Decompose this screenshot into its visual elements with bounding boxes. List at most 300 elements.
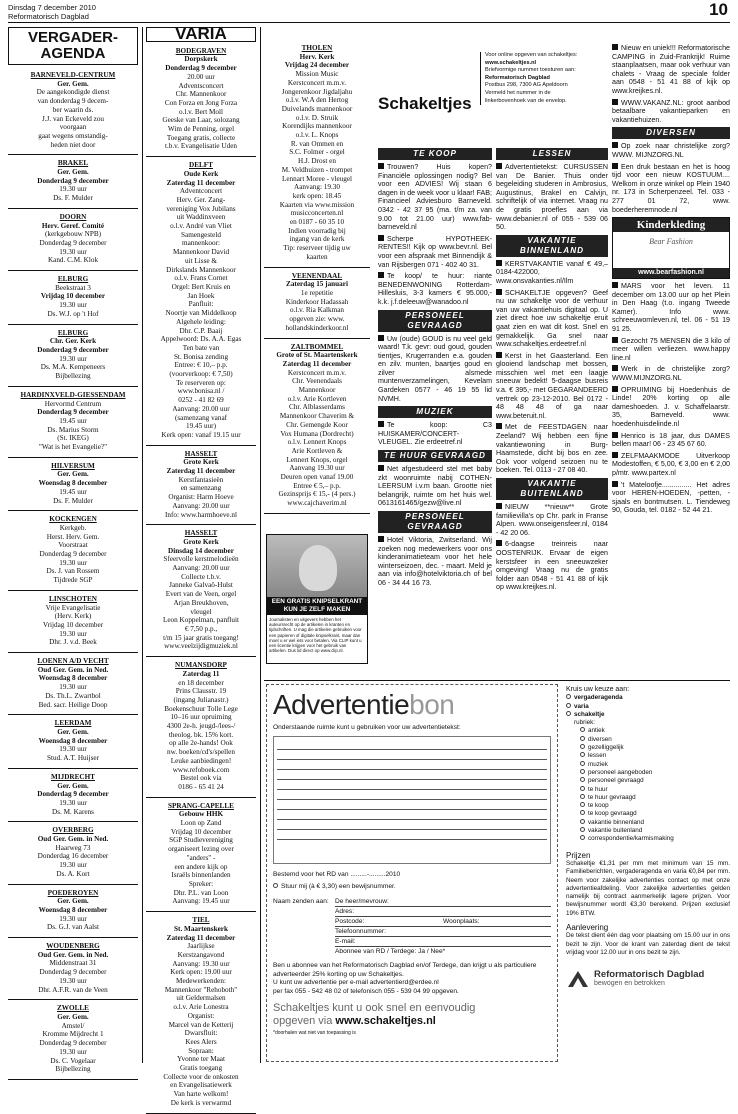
varia-entries <box>146 47 256 1114</box>
bullet-icon <box>378 272 384 278</box>
ad-item: NIEUW **nieuw** Grote familievilla's op Chr. park in Franse Alpen. www.onseigensfeer.nl, 0184 - 42 20 06. <box>496 503 608 537</box>
entry-line: SGP Studievereniging <box>169 836 233 845</box>
entry-line: Noortje van Middelkoop <box>165 309 237 318</box>
entry-separator <box>146 797 256 798</box>
entry-line: Dinsdag 14 december <box>168 546 234 555</box>
bullet-icon <box>612 432 618 438</box>
entry-separator <box>264 338 370 339</box>
ad-item: MARS voor het leven. 11 december om 13.00 uur op het Plein in Den Haag (t.o. ingang Tweede Kamer). Info www. schreeuwomleven.nl, tel. 06 - 51 19 91 25. <box>612 282 730 334</box>
radio-icon[interactable] <box>273 883 278 888</box>
entry-place: LINSCHOTEN <box>49 594 97 603</box>
entry-line: Zaterdag 15 januari <box>286 280 348 289</box>
entry-place: SPRANG-CAPELLE <box>168 801 234 810</box>
radio-icon[interactable] <box>580 769 585 774</box>
option-label: te koop <box>588 802 609 810</box>
entry-line: uit Lisse & <box>185 256 217 265</box>
schakeltjes-column-b <box>496 148 608 678</box>
agenda-entry <box>8 595 138 647</box>
option-personeel-aangeboden[interactable] <box>580 769 730 777</box>
option-personeel-gevraagd[interactable] <box>580 777 730 785</box>
agenda-entry <box>146 47 256 151</box>
entry-place: HASSELT <box>184 529 218 538</box>
entry-line: Jaarlijkse <box>187 942 215 951</box>
entry-line: (samenzang vanaf <box>174 413 228 422</box>
bullet-icon <box>378 536 384 542</box>
entry-line: opgeven zie: www. <box>289 315 345 324</box>
entry-line: kerk open: 18.45 <box>292 191 342 200</box>
category-diversen: DIVERSEN <box>612 127 730 139</box>
entry-line: Jongerenkoor Jigdaljahu <box>281 87 353 96</box>
bullet-icon <box>496 423 502 429</box>
category-te-huur: TE HUUR GEVRAAGD <box>378 450 492 462</box>
radio-icon[interactable] <box>580 744 585 749</box>
entry-line: en 18 december <box>178 678 224 687</box>
entry-place: VEENENDAAL <box>291 271 343 280</box>
radio-icon[interactable] <box>580 819 585 824</box>
agenda-entry <box>8 275 138 319</box>
entry-line: 0252 - 41 82 69 <box>178 396 224 405</box>
ad-item: ZELFMAAKMODE Uitverkoop Modestoffen, € 5,00, € 3,00 en € 2,00 p/mtr. www.partex.nl <box>612 451 730 477</box>
entry-separator <box>146 911 256 912</box>
entry-line: Marcel van de Ketterij <box>168 1020 234 1029</box>
form-intro: Onderstaande ruimte kunt u gebruiken voor uw advertentietekst: <box>273 724 461 731</box>
entry-line: Appelwoord: Ds. A.A. Egas <box>160 335 242 344</box>
entry-separator <box>8 324 138 325</box>
option-label: vakantie buitenland <box>588 827 643 835</box>
schakeltjes-column-c <box>612 44 730 678</box>
option-label: diversen <box>588 735 612 743</box>
entry-line: Arjan Breukhoven, <box>173 598 229 607</box>
entry-line: Grote Kerk <box>183 458 219 467</box>
entry-separator <box>264 513 370 514</box>
entry-line: 19.30 uur <box>59 185 87 194</box>
option-te-huur-gevraagd[interactable] <box>580 794 730 802</box>
option-label: personeel gevraagd <box>588 777 644 785</box>
entry-line: Samengesteld <box>181 230 221 239</box>
entry-line: Leuke aanbiedingen! <box>170 756 232 765</box>
option-vergaderagenda[interactable] <box>566 694 730 702</box>
entry-separator <box>264 267 370 268</box>
bullet-icon <box>496 503 502 509</box>
date-field[interactable]: Bestemd voor het RD van .........-.........2010 <box>273 871 401 878</box>
bullet-icon <box>612 99 618 105</box>
options-title: Kruis uw keuze aan: <box>566 686 630 693</box>
entry-line: Gebouw HHK <box>178 810 224 819</box>
entry-line: Kerk open: vanaf 19.15 uur <box>161 430 241 439</box>
entry-place: BODEGRAVEN <box>175 46 227 55</box>
entry-place: OVERBERG <box>52 826 94 835</box>
entry-line: Kerstconcert m.m.v. <box>287 78 347 87</box>
postcode-field[interactable]: Postcode: <box>335 918 365 926</box>
entry-line: Donderdag 9 december <box>37 176 109 185</box>
entry-place: POEDEROYEN <box>47 888 99 897</box>
ad-item: Trouwen? Huis kopen? Financiële oplossingen nodig? Bel voor een ADVIES! Wij staan 6 dagen in de week voor u klaar! FAB; Financieel Adviesburo Barneveld. 0342 - 42 37 95 (ma. t/m za. van 9.00 tot 21.00 uur) www.fab-barneveld.nl <box>378 163 492 232</box>
option-muziek[interactable] <box>580 761 730 769</box>
option-diversen[interactable] <box>580 736 730 744</box>
entry-line: t.b.v. Evangelisatie Uden <box>165 142 237 151</box>
agenda-entry <box>8 329 138 381</box>
entry-line: Dirkslands Mannenkoor <box>166 265 236 274</box>
entry-line: Ds. J. van Rossem <box>46 567 100 576</box>
radio-icon[interactable] <box>580 761 585 766</box>
entry-line: musicconcerten.nl <box>290 209 344 218</box>
info-line: Postbus 298, 7300 AG Apeldoorn <box>485 82 568 89</box>
entry-line: Gratis toegang <box>179 1064 223 1073</box>
footer-url[interactable]: www.schakeltjes.nl <box>335 1014 436 1027</box>
agenda-entry <box>8 462 138 506</box>
bullet-icon <box>612 282 618 288</box>
option-te-koop-gevraagd[interactable] <box>580 810 730 818</box>
option-label: te huur <box>588 785 608 793</box>
entry-place: HILVERSUM <box>51 461 95 470</box>
entry-line: Ds. G.J. van Aalst <box>47 923 99 932</box>
agenda-entry <box>8 515 138 585</box>
text-line[interactable] <box>277 750 547 760</box>
entry-line: t/m 15 jaar gratis toegang! <box>163 633 239 642</box>
agenda-entry <box>264 343 370 508</box>
text-line[interactable] <box>277 820 547 830</box>
portrait-photo <box>267 535 367 597</box>
agenda-heading: VERGADER-AGENDA <box>8 27 138 65</box>
option-gezelliggelijk[interactable] <box>580 744 730 752</box>
option-antiek[interactable] <box>580 727 730 735</box>
entry-line: Aanvang: 19.45 uur <box>172 897 230 906</box>
entry-line: Chr. Mannenkoor <box>175 90 227 99</box>
form-title-suffix: bon <box>409 689 455 720</box>
entry-line: Aanvang: 20.00 uur <box>172 501 230 510</box>
entry-line: Kerkgeb. <box>59 523 87 532</box>
entry-line: vereniging Vox Jubilans <box>166 204 236 213</box>
entry-line: Korendijks mannenkoor <box>282 122 352 131</box>
entry-line: Adventconcert <box>179 187 223 196</box>
entry-line: een andere kijk op <box>174 862 228 871</box>
entry-line: uit Waddinxveen <box>176 213 226 222</box>
bullet-icon <box>378 465 384 471</box>
bullet-icon <box>378 235 384 241</box>
city-field[interactable]: Woonplaats: <box>443 918 480 926</box>
entry-separator <box>8 386 138 387</box>
entry-line: Ds. Marius Storm <box>47 425 99 434</box>
option-varia[interactable] <box>566 703 730 711</box>
option-vakantie-binnenland[interactable] <box>580 819 730 827</box>
radio-icon[interactable] <box>580 794 585 799</box>
agenda-entry <box>264 44 370 262</box>
entry-line: gaat wegens omstandig- <box>38 131 108 140</box>
prices-title: Prijzen <box>566 850 591 860</box>
agenda-entry <box>8 657 138 709</box>
entry-line: Zaterdag 11 <box>182 669 220 678</box>
entry-line: (voorverkoop: € 7,50) <box>169 370 233 379</box>
ad-item: Werk in de christelijke zorg? WWW.MIJNZORG.NL <box>612 365 730 383</box>
postcode-row <box>335 917 551 927</box>
entry-line: Donderdag 16 december <box>37 852 109 861</box>
entry-place: WOUDENBERG <box>46 942 100 951</box>
entry-place: ELBURG <box>57 275 89 284</box>
entry-line: Ds. M.A. Kempeneers <box>40 363 106 372</box>
bullet-icon <box>612 386 618 392</box>
radio-icon[interactable] <box>580 786 585 791</box>
rd-logo-text: Reformatorisch Dagblad <box>594 969 705 981</box>
entry-line: Sopraan: <box>188 1046 214 1055</box>
entry-place: DELFT <box>189 161 213 170</box>
option-label: lessen <box>588 752 607 760</box>
newspaper-name: Reformatorisch Dagblad <box>8 12 89 21</box>
option-lessen[interactable] <box>580 752 730 760</box>
entry-line: Woensdag 8 december <box>38 674 108 683</box>
entry-line: € 7,50 p.p., <box>184 625 218 633</box>
radio-icon[interactable] <box>566 694 571 699</box>
entry-line: voorgaan <box>59 123 87 132</box>
entry-line: en samenzang <box>180 484 222 493</box>
info-url: www.schakeltjes.nl <box>485 59 537 66</box>
entry-line: Herv. Geref. Comité <box>41 221 105 230</box>
ad-item: 't Mateloofje............... Het adres voor HEREN-HOEDEN, -petten, -sjaals en bontmutsen. L. Tiendeweg 90, Gouda, tel. 0182 - 52 44 21. <box>612 480 730 515</box>
entry-line: Ger. Gem. <box>57 1012 89 1021</box>
info-line: Reformatorisch Dagblad <box>485 74 550 81</box>
entry-line: "anders" - <box>186 853 216 862</box>
header-date <box>8 3 96 21</box>
radio-icon[interactable] <box>580 752 585 757</box>
radio-icon[interactable] <box>580 736 585 741</box>
entry-line: heden niet door <box>50 140 96 149</box>
entry-line: Organist: <box>187 1011 215 1020</box>
bullet-icon <box>612 365 618 371</box>
entry-line: en Evangelisatiewerk <box>170 1081 232 1090</box>
ad-item: Advertentietekst: CURSUSSEN van De Banier. Thuis onder begeleiding studeren in Ambrosius, Augustinus, Brakel en Calvijn, schriftelijk of via internet. Vraag nu de gratis proefles aan via www.debanier.nl of 055 - 539 06 50. <box>496 163 608 232</box>
entry-line: Chr. Ger. Kerk <box>49 337 97 346</box>
entry-line: H.J. Drost en <box>298 157 336 166</box>
ad-item: Kerst in het Gaasterland. Een glooiend landschap met bossen, misschien wel met een laagje sneeuw bedekt! 5-daagse busreis v.a. € 395,- met GEGARANDEERD vertrek op 23-12-2010. Bel 0172 - 48 48 48 of ga naar www.beteruit.nl. <box>496 351 608 420</box>
entry-line: Aanvang 19.30 uur <box>289 464 345 473</box>
entry-line: o.l.v. Ria Kalkman <box>289 306 345 315</box>
entry-line: www.veelzijdigmuziek.nl <box>164 642 238 651</box>
option-schakeltje[interactable] <box>566 711 730 719</box>
option-label: correspondentie/karmismaking <box>588 835 674 843</box>
schakeltjes-column-a <box>378 148 492 678</box>
entry-line: S.C. Folmer - orgel <box>289 148 345 157</box>
agenda-entry <box>264 272 370 333</box>
radio-icon[interactable] <box>580 835 585 840</box>
entry-line: Stud. A.T. Huijser <box>47 754 99 763</box>
bullet-icon <box>612 337 618 343</box>
entry-line: Jan Hoek <box>187 291 215 300</box>
radio-icon[interactable] <box>580 777 585 782</box>
name-field[interactable]: De heer/mevrouw: <box>335 897 551 907</box>
prices-text: Schakeltje €1,31 per mm met minimum van 15 mm. Familieberichten, vergaderagenda en varia €0,84 per mm. Neem voor zakelijke advertenties contact op met onze advertentieafdeling. Voor zakelijke advertenties gelden namelijk bij contract aanmerkelijk lagere prijzen. Voor bewijsnummer wordt €3,30 berekend. Prijzen exclusief 19% BTW. <box>566 859 730 917</box>
entry-separator <box>8 510 138 511</box>
entry-line: 19.30 uur <box>59 247 87 256</box>
bullet-icon <box>378 335 384 341</box>
kinderkleding-ad <box>612 217 730 279</box>
entry-line: Boekenschuur Tolle Lege <box>164 704 238 713</box>
entry-line: (kerkgebouw NPB) <box>44 230 102 239</box>
entry-line: Loon op Zand <box>180 819 222 828</box>
email-field[interactable]: E-mail: <box>335 937 551 947</box>
entry-line: 1e repetitie <box>300 288 334 297</box>
option-label: te koop gevraagd <box>588 810 637 818</box>
entry-line: Spreker: <box>188 879 214 888</box>
radio-icon[interactable] <box>566 711 571 716</box>
entry-line: Aanvang: 19.30 <box>294 183 340 192</box>
entry-line: M. Veldhuizen - trompet <box>281 165 353 174</box>
entry-line: Zaterdag 11 december <box>166 467 236 476</box>
entry-separator <box>8 208 138 209</box>
discount-text: Ben u abonnee van het Reformatorisch Dagblad en/of Terdege, dan krijgt u als particuliere adverteerder 25% korting op uw Schakeltjes. <box>273 962 537 978</box>
option-te-koop[interactable] <box>580 802 730 810</box>
entry-line: R. van Ommen en <box>290 139 344 148</box>
entry-line: Kromme Mijdrecht 1 <box>42 1030 104 1039</box>
address-field[interactable]: Adres: <box>335 907 551 917</box>
proof-option[interactable]: Stuur mij (à € 3,30) een bewijsnummer. <box>273 882 551 891</box>
entry-separator <box>8 270 138 271</box>
entry-line: Te reserveren op: <box>176 378 226 387</box>
ad-item: KERSTVAKANTIE vanaf € 49,– 0184-422000, www.onsvakanties.nl/Ilm <box>496 259 608 285</box>
radio-icon[interactable] <box>580 827 585 832</box>
entry-line: Leon Koppelman, panfluit <box>162 616 240 625</box>
entry-line: Vrijdag 10 december <box>40 292 106 301</box>
entry-place: HASSELT <box>184 449 218 458</box>
entry-line: nw. boeken/cd's/spellen <box>167 748 235 757</box>
entry-line: Bijbellezing <box>55 1065 91 1074</box>
footer-promo <box>273 1002 551 1028</box>
entry-line: Arie Kortleven & <box>291 446 343 455</box>
entry-line: Ds. F. Mulder <box>53 194 93 203</box>
entry-line: Geeske van Laar, solozang <box>162 116 240 125</box>
entry-line: Voorstraat <box>58 541 88 550</box>
entry-line: Mannenkoor "Rehoboth" <box>164 985 238 994</box>
page-number: 10 <box>709 0 728 19</box>
ad-item: Scherpe HYPOTHEEK-RENTES!! Kijk op www.bevr.nl. Bel voor een afspraak met Binnendijk & van Rijsbergen 071 - 402 40 31. <box>378 234 492 269</box>
text-line[interactable] <box>277 770 547 780</box>
entry-separator <box>8 999 138 1000</box>
entry-line: Grote of St. Maartenskerk <box>276 351 358 360</box>
promo-subtitle: KUN JE ZELF MAKEN <box>283 606 351 613</box>
entry-line: 19.30 uur <box>59 354 87 363</box>
entry-line: Woensdag 8 december <box>38 736 108 745</box>
option-te-huur[interactable] <box>580 786 730 794</box>
entry-line: Wim de Penning, orgel <box>167 125 235 134</box>
entry-line: Collecte t.b.v. <box>181 572 221 581</box>
entry-separator <box>8 652 138 653</box>
entry-line: o.l.v. Arie Lonestra <box>173 1003 229 1012</box>
entry-line: o.l.v. Bert Moll <box>178 107 224 116</box>
entry-line: Chr. Alblasserdams <box>289 403 345 412</box>
agenda-entry <box>8 942 138 994</box>
entry-line: 19.45 uur) <box>186 422 216 431</box>
text-line[interactable] <box>277 830 547 840</box>
info-line: Voor online opgeven van schakeltjes: <box>485 52 578 58</box>
entry-line: St. Bonisa zending <box>173 352 229 361</box>
entry-separator <box>8 714 138 715</box>
advertentiebon-form <box>266 684 558 1062</box>
entry-line: op alle 2e-hands! Ook <box>169 739 233 748</box>
text-line[interactable] <box>277 780 547 790</box>
fax-instructions: per fax 055 - 542 48 02 of telefonisch 055 - 539 04 99 opgeven. <box>273 987 459 995</box>
entry-line: Duivelands mannenkoor <box>281 104 353 113</box>
entry-line: Aanvang: 19.30 uur <box>172 959 230 968</box>
ad-item: WWW.VAKANZ.NL: groot aanbod betaalbare vakantieparken en vakantiehuizen. <box>612 98 730 124</box>
entry-separator <box>8 1079 138 1080</box>
text-line[interactable] <box>277 790 547 800</box>
ad-item: Te koop: C3 HUISKAMER/CONCERT-VLEUGEL. Zie erdeetref.nl <box>378 421 492 447</box>
entry-line: 4300 2e-h. jeugd-/lees-/ <box>166 722 236 731</box>
entry-line: theolog. bk. 15% kort. <box>168 730 234 739</box>
option-label: varia <box>574 702 589 710</box>
ad-item: Henrico is 18 jaar, dus DAMES bellen maar! 06 - 23 45 67 60. <box>612 431 730 449</box>
entry-line: Dhr. C.P. Baaij <box>179 326 223 335</box>
entry-line: Dwarsfluit: <box>184 1029 218 1038</box>
agenda-entry <box>146 450 256 520</box>
text-line[interactable] <box>277 800 547 810</box>
entry-separator <box>146 445 256 446</box>
option-vakantie-buitenland[interactable] <box>580 827 730 835</box>
entry-line: Dhr. J. v.d. Beek <box>49 638 97 647</box>
entry-line: Vrijdag 10 december <box>42 620 104 629</box>
entry-separator <box>8 154 138 155</box>
subscriber-question[interactable]: Abonnee van RD / Terdege: Ja / Nee* <box>335 948 446 956</box>
text-line[interactable] <box>277 740 547 750</box>
entry-line: 19.45 uur <box>59 487 87 496</box>
entry-line: Ger. Gem. <box>57 728 89 736</box>
entry-separator <box>8 821 138 822</box>
category-te-koop: TE KOOP <box>378 148 492 160</box>
entry-line: Toegang gratis, collecte <box>166 133 236 142</box>
radio-icon[interactable] <box>566 703 571 708</box>
entry-line: o.l.v. Lennert Knops <box>287 438 347 447</box>
entry-line: Info: www.harmhoeve.nl <box>165 510 237 519</box>
entry-line: mannenkoor: <box>182 239 220 248</box>
entry-line: Indien voorradig bij <box>288 226 346 235</box>
entry-line: Hervormd Centrum <box>44 399 102 408</box>
section-rule <box>264 680 730 681</box>
phone-field[interactable]: Telefoonnummer: <box>335 927 551 937</box>
agenda-entry <box>146 916 256 1107</box>
option-correspondentie-karmismaking[interactable] <box>580 835 730 843</box>
radio-icon[interactable] <box>580 727 585 732</box>
entry-place: THOLEN <box>301 44 333 52</box>
entry-line: Donderdag 9 december <box>39 968 107 977</box>
entry-line: 19.30 uur <box>59 861 87 870</box>
radio-icon[interactable] <box>580 810 585 815</box>
text-line[interactable] <box>277 760 547 770</box>
schakeltjes-info <box>480 52 604 105</box>
entry-line: Ger. Gem. <box>57 168 89 177</box>
entry-line: kaarten <box>306 252 328 261</box>
entry-line: J.J. van Eckeveld zou <box>41 114 105 123</box>
ad-item: 6-daagse treinreis naar OOSTENRIJK. Ervaar de eigen kerstsfeer in een sneeuwzeker omgeving! Vraag nu de gratis folder aan 0548 - 51 41 88 of kijk op www.kreijkes.nl. <box>496 540 608 592</box>
entry-line: uit Geldermalsen <box>176 994 226 1003</box>
entry-line: Panfluit: <box>188 300 214 309</box>
ad-text-area[interactable] <box>273 736 551 864</box>
entry-line: 19.30 uur <box>59 976 87 985</box>
entry-line: Ger. Gem. <box>57 781 89 790</box>
ad-item: SCHAKELTJE opgeven? Geef nu uw schakeltje voor de verhuur van uw vakantiehuis digitaal op. U ziet direct hoe uw schakeltje eruit gaat zien en wat dit kost. Snel en gemakkelijk. Ga snel naar www.schakeltjes.erdeetref.nl <box>496 288 608 349</box>
entry-line: Zaterdag 11 december <box>282 359 352 368</box>
entry-line: "Wat is het Evangelie?" <box>38 443 108 452</box>
text-line[interactable] <box>277 810 547 820</box>
entry-line: www.cajchaverim.nl <box>287 499 347 508</box>
entry-line: Vrijdag 10 december <box>170 827 232 836</box>
entry-line: Oud Ger. Gem. in Ned. <box>37 665 109 674</box>
promo-title: EEN GRATIS KNIPSELKRANT <box>271 598 363 605</box>
agenda-entry <box>146 161 256 440</box>
entry-line: 10–16 uur opruiming <box>170 713 232 722</box>
option-label: vergaderagenda <box>574 694 623 702</box>
entry-line: 19.30 uur <box>59 914 87 923</box>
radio-icon[interactable] <box>580 802 585 807</box>
entry-line: Janneke Galvaô-Hulst <box>169 581 233 590</box>
option-label: vakantie binnenland <box>588 818 645 826</box>
